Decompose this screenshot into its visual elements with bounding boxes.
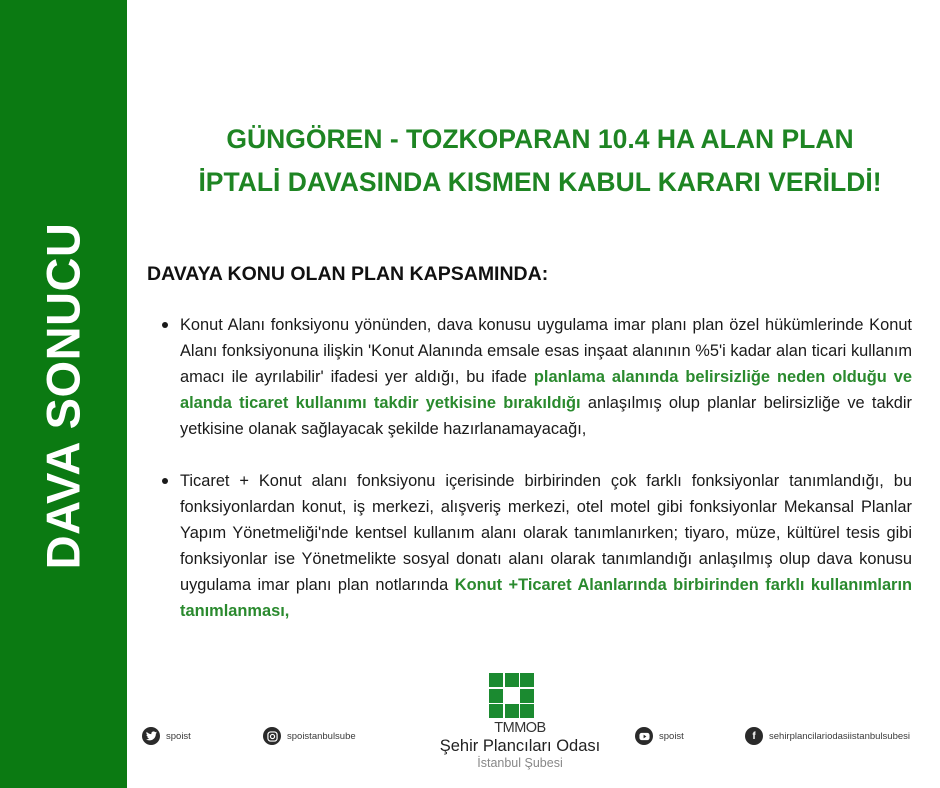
sidebar-title: DAVA SONUCU bbox=[36, 222, 90, 570]
logo-line-1: TMMOB bbox=[494, 720, 546, 736]
twitter-handle: spoist bbox=[166, 730, 191, 742]
page-title bbox=[140, 118, 940, 204]
youtube-handle: spoist bbox=[659, 730, 684, 742]
sidebar bbox=[0, 0, 127, 788]
social-facebook[interactable] bbox=[745, 727, 910, 745]
bullet-highlight: planlama alanında belirsizliğe neden olduğu ve alanda ticaret kullanımı takdir yetkisine bırakıldığı bbox=[180, 368, 912, 412]
instagram-icon bbox=[263, 727, 281, 745]
bullet-text: Konut Alanı fonksiyonu yönünden, dava konusu uygulama imar planı plan özel hükümlerinde Konut Alanı fonksiyonuna ilişkin 'Konut Alanında emsale esas inşaat alanının %5'i kadar alan ticari kullanım amacı ile ayrılabilir' ifadesi yer aldığı, bu ifade bbox=[180, 316, 912, 386]
youtube-icon bbox=[635, 727, 653, 745]
bullet-item bbox=[180, 312, 912, 442]
instagram-handle: spoistanbulsube bbox=[287, 730, 356, 742]
title-line-2: İPTALİ DAVASINDA KISMEN KABUL KARARI VERİLDİ! bbox=[198, 167, 882, 197]
social-youtube[interactable] bbox=[635, 727, 684, 745]
title-line-1: GÜNGÖREN - TOZKOPARAN 10.4 HA ALAN PLAN bbox=[226, 124, 854, 154]
bullet-text: Ticaret + Konut alanı fonksiyonu içerisinde birbirinden çok farklı fonksiyonlar tanımlandığı, bu fonksiyonlardan konut, iş merkezi, alışveriş merkezi, otel motel gibi fonksiyonlar Mekansal Planlar Yapım Yönetmeliği'nde kentsel kullanım alanı olarak tanımlanırken; tiyaro, müze, kültürel tesis gibi fonksiyonlar ise Yönetmelikte sosyal donatı alanı olarak tanımlandığı anlaşılmış olup dava konusu uygulama imar planı plan notlarında bbox=[180, 472, 912, 594]
tmmob-logo bbox=[489, 673, 534, 718]
twitter-icon bbox=[142, 727, 160, 745]
organization-name bbox=[420, 720, 620, 771]
social-instagram[interactable] bbox=[263, 727, 356, 745]
bullet-list bbox=[180, 312, 912, 650]
logo-line-2: Şehir Plancıları Odası bbox=[439, 737, 601, 755]
bullet-text: anlaşılmış olup planlar belirsizliğe ve takdir yetkisine olanak sağlayacak şekilde hazırlanamayacağı, bbox=[180, 394, 912, 438]
section-subtitle: DAVAYA KONU OLAN PLAN KAPSAMINDA: bbox=[147, 263, 549, 285]
logo-line-3: İstanbul Şubesi bbox=[477, 756, 563, 770]
facebook-handle: sehirplancilariodasiistanbulsubesi bbox=[769, 730, 910, 742]
facebook-icon: f bbox=[745, 727, 763, 745]
bullet-item bbox=[180, 468, 912, 624]
bullet-highlight: Konut +Ticaret Alanlarında birbirinden farklı kullanımların tanımlanması, bbox=[180, 576, 913, 620]
social-twitter[interactable] bbox=[142, 727, 191, 745]
